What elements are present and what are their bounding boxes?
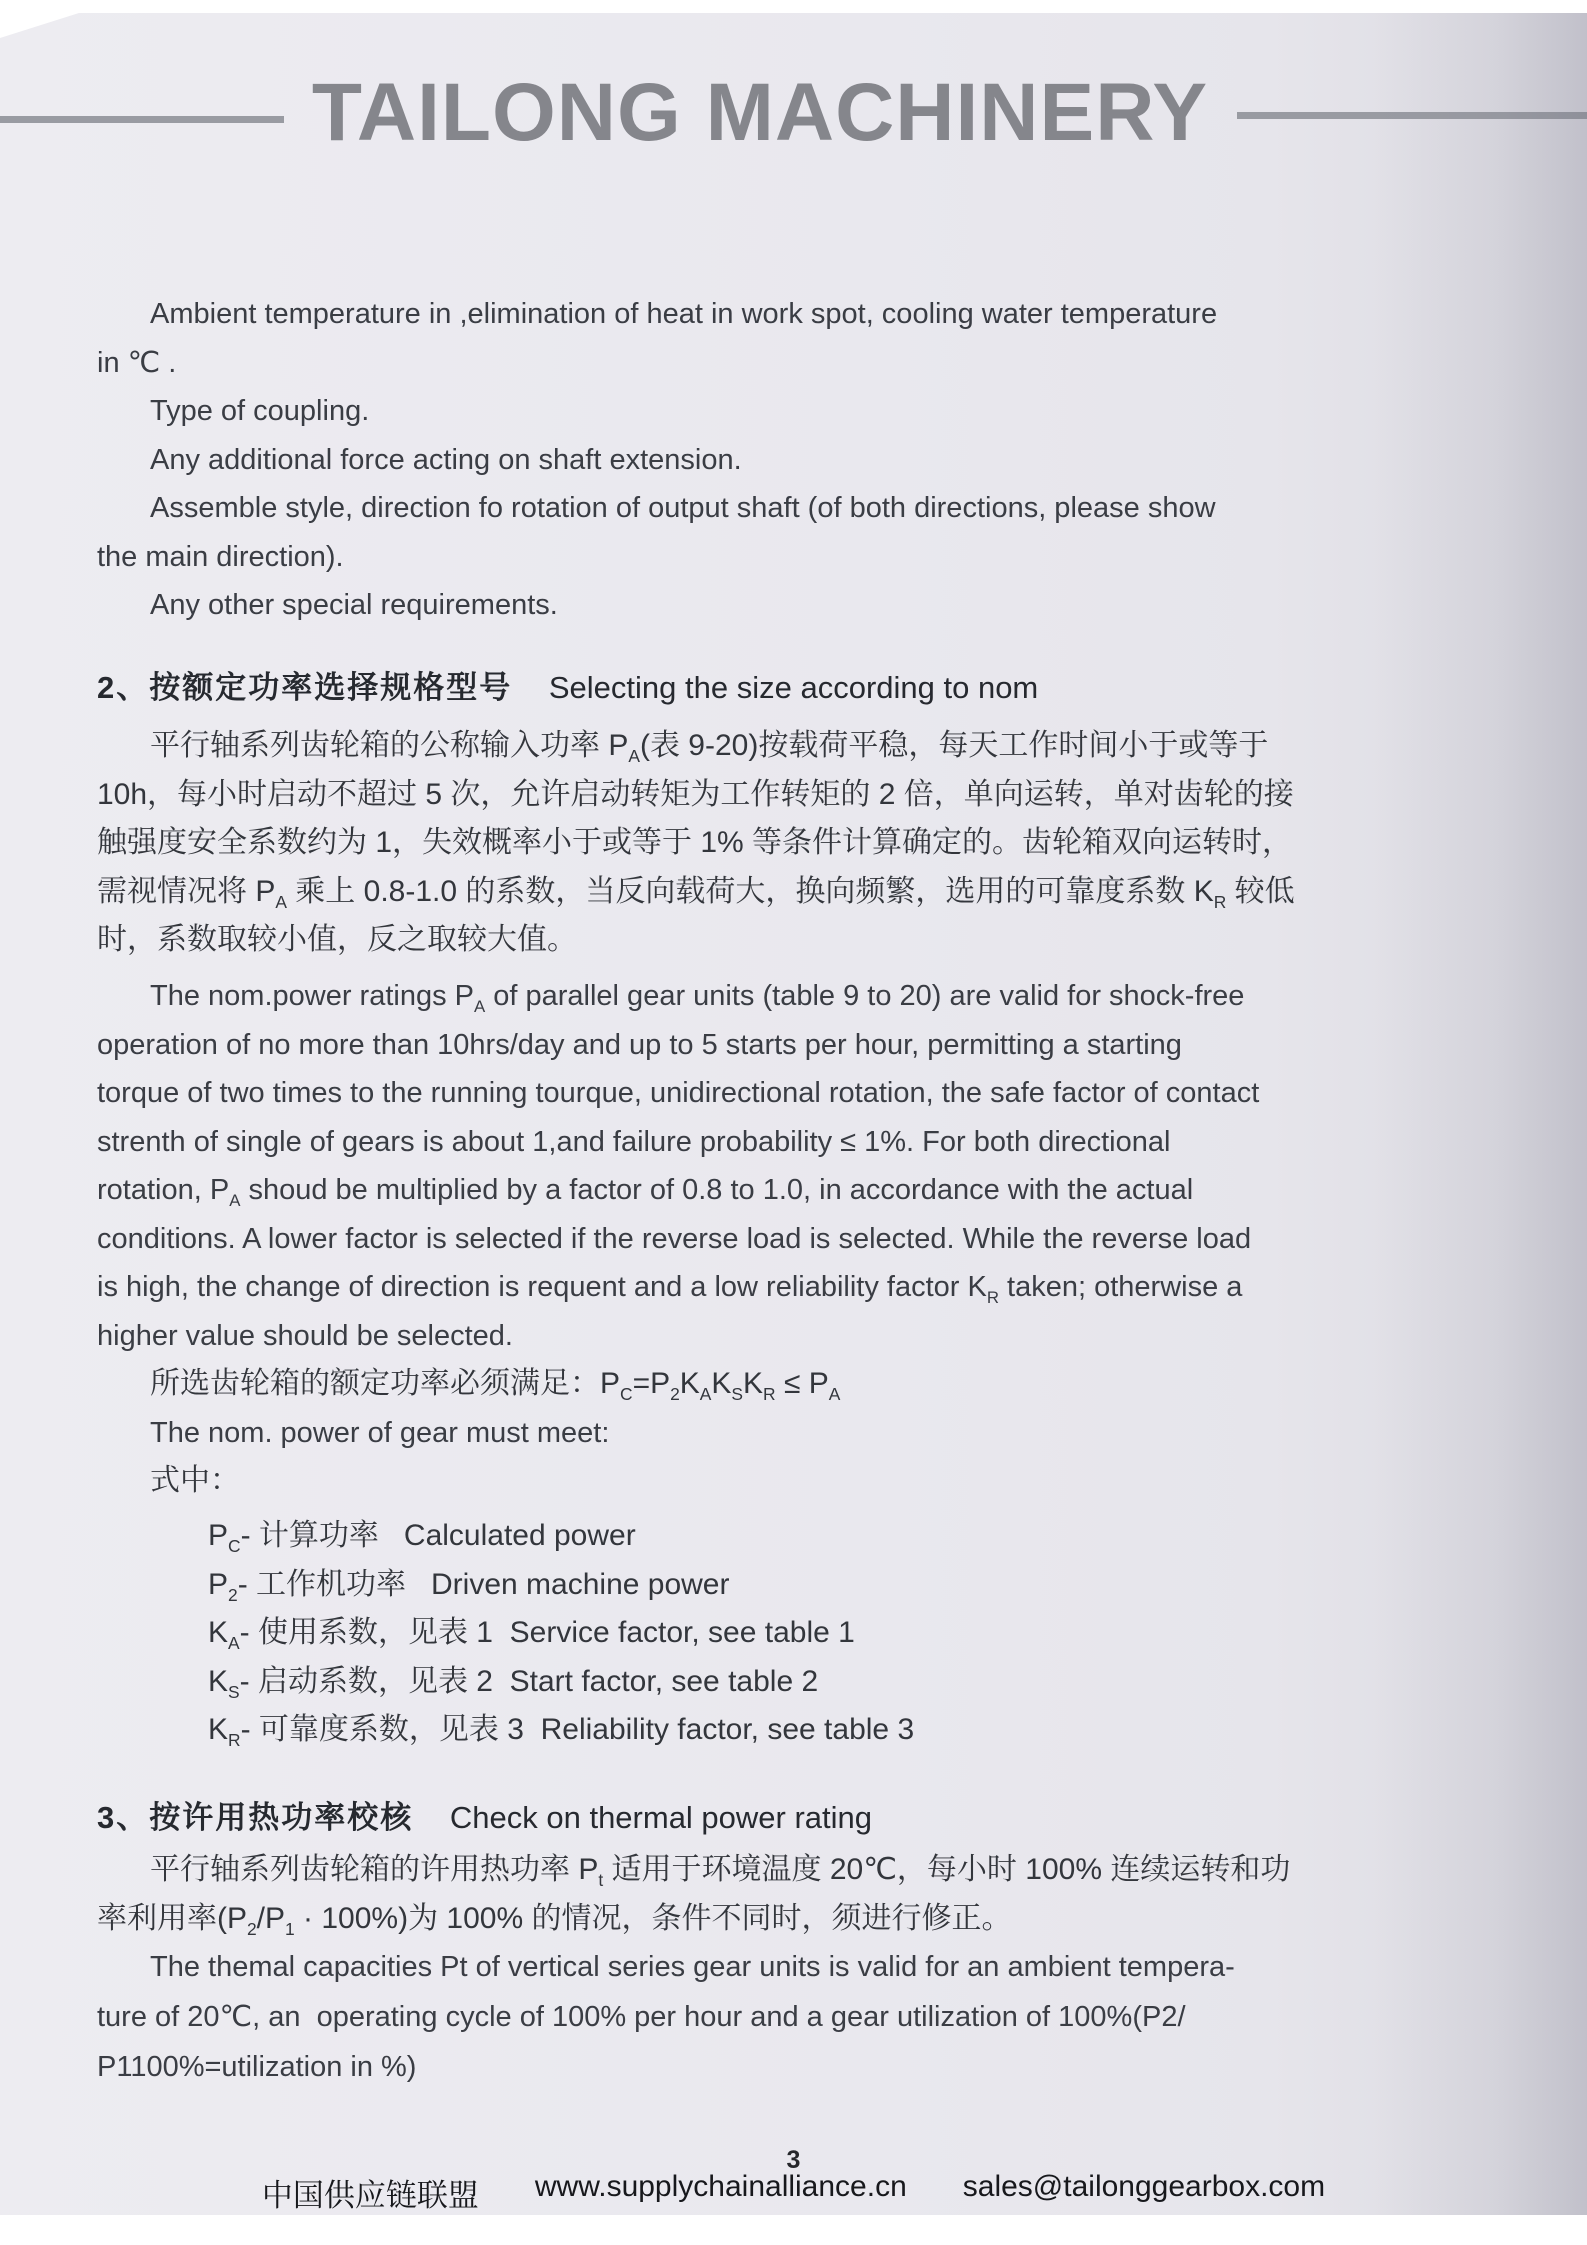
footer-website: www.supplychainalliance.cn bbox=[534, 2170, 907, 2203]
footer-email: sales@tailonggearbox.com bbox=[962, 2170, 1326, 2203]
header-rule-right bbox=[1237, 112, 1587, 119]
formula-where: 式中： bbox=[150, 1464, 240, 1497]
section2-formula-block bbox=[97, 1360, 840, 1506]
section2-heading-zh: 2、按额定功率选择规格型号 bbox=[97, 670, 513, 705]
page-title: TAILONG MACHINERY bbox=[311, 67, 1209, 158]
intro-line-1: Ambient temperature in ,elimination of heat in work spot, cooling water temperature bbox=[150, 298, 1218, 330]
section2-english-paragraph bbox=[97, 972, 1259, 1360]
page-number: 3 bbox=[786, 2146, 801, 2174]
header-rule-left bbox=[0, 116, 284, 123]
symbol-definitions-list bbox=[208, 1512, 914, 1755]
section3-english-paragraph bbox=[97, 1942, 1235, 2092]
section3-zh-line-2: 率利用率$(P_2/P_1 \cdot 100\%)$为 100% 的情况，条件不同时，须进行修正。 bbox=[97, 1901, 1012, 1939]
section2-en-line-2: operation of no more than 10hrs/day and up to 5 starts per hour, permitting a starting bbox=[97, 1028, 1182, 1061]
section2-en-line-6: conditions. A lower factor is selected if the reverse load is selected. While the reverse load bbox=[97, 1222, 1252, 1255]
intro-line-5: Assemble style, direction fo rotation of output shaft (of both directions, please show bbox=[150, 492, 1216, 524]
section3-chinese-paragraph bbox=[97, 1846, 1290, 1943]
scan-corner-top-left bbox=[0, 0, 120, 38]
formula-intro-en: The nom. power of gear must meet: bbox=[150, 1416, 610, 1449]
definition-p2: $P_2-$ 工作机功率 Driven machine power bbox=[208, 1567, 730, 1605]
section3-en-line-2: ture of 20℃, an operating cycle of 100% per hour and a gear utilization of 100%(P2/ bbox=[97, 2001, 1186, 2033]
definition-kr: $K_R-$ 可靠度系数，见表 3 Reliability factor, see table 3 bbox=[208, 1713, 915, 1750]
intro-line-7: Any other special requirements. bbox=[150, 589, 558, 621]
intro-line-3: Type of coupling. bbox=[150, 395, 370, 427]
section2-chinese-paragraph bbox=[97, 722, 1295, 965]
section2-zh-line-2: 10h，每小时启动不超过 5 次，允许启动转矩为工作转矩的 2 倍，单向运转，单对齿轮的接 bbox=[97, 777, 1294, 811]
section3-heading-en: Check on thermal power rating bbox=[449, 1800, 873, 1835]
footer bbox=[0, 2170, 1587, 2215]
scan-shadow-right bbox=[1372, 13, 1587, 2215]
section2-en-line-7: is high, the change of direction is requent and a low reliability factor $K_R$ taken; otherwise a bbox=[97, 1271, 1243, 1307]
section2-heading bbox=[97, 664, 1038, 712]
scan-edge-bottom bbox=[0, 2215, 1587, 2245]
intro-paragraph bbox=[97, 290, 1217, 630]
intro-line-4: Any additional force acting on shaft extension. bbox=[150, 443, 742, 476]
section2-heading-en: Selecting the size according to nom bbox=[548, 670, 1039, 705]
section3-zh-line-1: 平行轴系列齿轮箱的许用热功率 $P_t$ 适用于环境温度 20℃，每小时 100% 连续运转和功 bbox=[150, 1853, 1291, 1890]
section2-zh-line-4: 需视情况将 $P_A$ 乘上 0.8-1.0 的系数，当反向载荷大，换向频繁，选用的可靠度系数 $K_R$ 较低 bbox=[97, 874, 1295, 912]
section2-en-line-5: rotation, $P_A$ shoud be multiplied by a factor of 0.8 to 1.0, in accordance with the actual bbox=[97, 1174, 1194, 1210]
section3-heading-zh: 3、按许用热功率校核 bbox=[97, 1800, 414, 1835]
section3-heading bbox=[97, 1794, 872, 1842]
formula-line: 所选齿轮箱的额定功率必须满足：$P_C=P_2K_AK_SK_R \le P_A$ bbox=[150, 1367, 841, 1404]
section2-zh-line-1: 平行轴系列齿轮箱的公称输入功率 $P_A$(表 9-20)按载荷平稳，每天工作时间小于或等于 bbox=[150, 729, 1269, 766]
intro-line-2: in ℃ . bbox=[97, 346, 177, 379]
section2-en-line-1: The nom.power ratings $P_A$ of parallel gear units (table 9 to 20) are valid for shock-free bbox=[150, 980, 1245, 1016]
definition-ks: $K_S-$ 启动系数，见表 2 Start factor, see table 2 bbox=[208, 1664, 819, 1702]
section3-en-line-1: The themal capacities Pt of vertical series gear units is valid for an ambient tempera- bbox=[150, 1951, 1235, 1983]
section2-zh-line-5: 时，系数取较小值，反之取较大值。 bbox=[97, 923, 577, 956]
definition-ka: $K_A-$ 使用系数，见表 1 Service factor, see table 1 bbox=[208, 1616, 855, 1653]
intro-line-6: the main direction). bbox=[97, 540, 344, 573]
definition-pc: $P_C-$ 计算功率 Calculated power bbox=[208, 1519, 636, 1556]
section2-en-line-3: torque of two times to the running tourque, unidirectional rotation, the safe factor of contact bbox=[97, 1077, 1260, 1109]
scan-edge-top bbox=[0, 0, 1587, 13]
section2-en-line-4: strenth of single of gears is about 1,and failure probability ≤ 1%. For both directional bbox=[97, 1125, 1171, 1158]
section3-en-line-3: P1100%=utilization in %) bbox=[97, 2051, 417, 2083]
section2-zh-line-3: 触强度安全系数约为 1，失效概率小于或等于 1% 等条件计算确定的。齿轮箱双向运转时， bbox=[97, 826, 1293, 859]
footer-org: 中国供应链联盟 bbox=[261, 2178, 479, 2213]
section2-en-line-8: higher value should be selected. bbox=[97, 1319, 513, 1352]
